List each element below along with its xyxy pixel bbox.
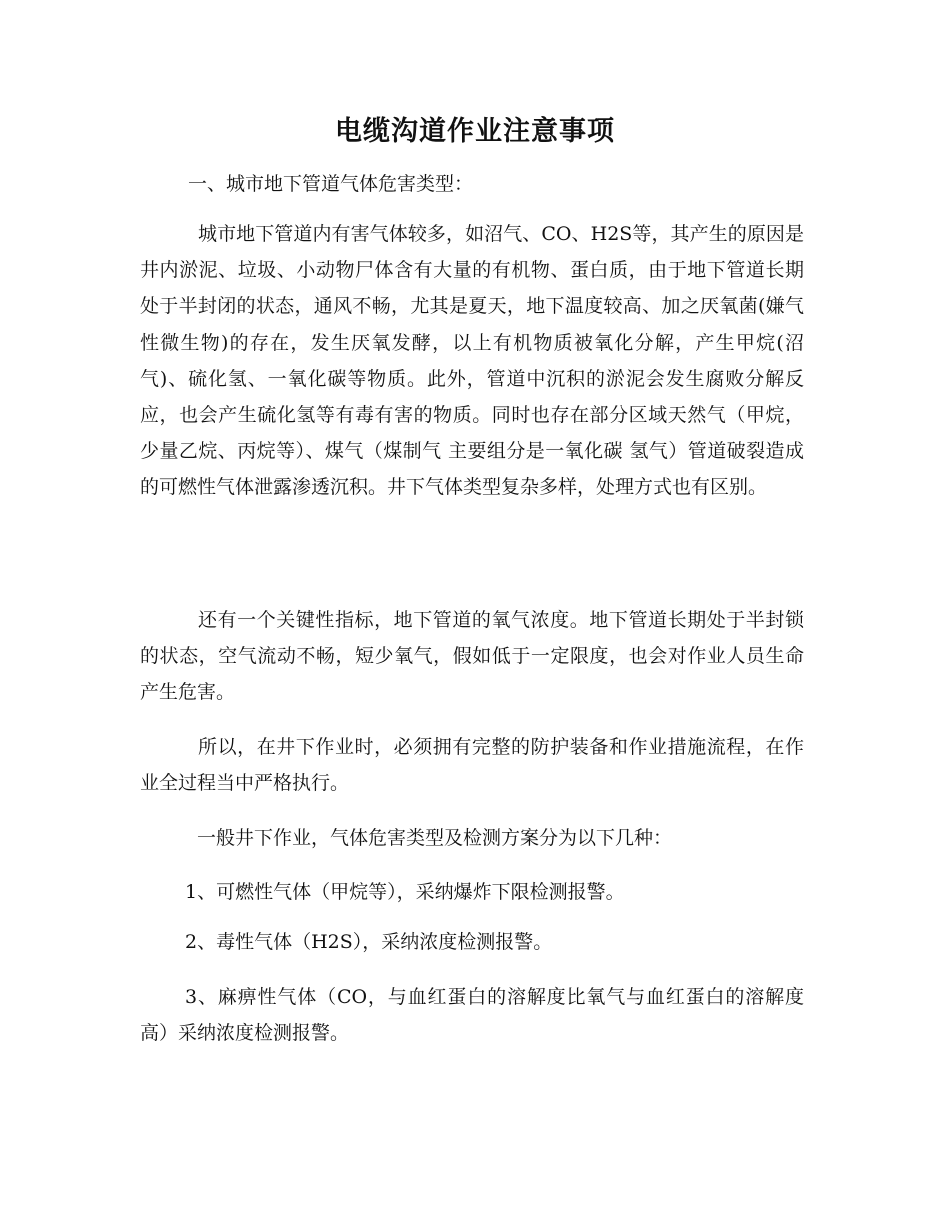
document-title: 电缆沟道作业注意事项 (335, 116, 615, 147)
list-item: 3、麻痹性气体（CO，与血红蛋白的溶解度比氧气与血红蛋白的溶解度高）采纳浓度检测报警。 (140, 986, 804, 1045)
list-item: 2、毒性气体（H2S），采纳浓度检测报警。 (185, 931, 553, 953)
detection-intro: 一般井下作业，气体危害类型及检测方案分为以下几种： (197, 827, 673, 849)
section-heading: 一、城市地下管道气体危害类型： (188, 173, 474, 195)
paragraph-protection: 所以，在井下作业时，必须拥有完整的防护装备和作业措施流程，在作业全过程当中严格执行。 (140, 736, 804, 795)
list-item: 1、可燃性气体（甲烷等），采纳爆炸下限检测报警。 (185, 881, 625, 903)
paragraph-oxygen-level: 还有一个关键性指标，地下管道的氧气浓度。地下管道长期处于半封锁的状态，空气流动不畅，短少氧气，假如低于一定限度，也会对作业人员生命产生危害。 (140, 609, 804, 704)
paragraph-gas-sources: 城市地下管道内有害气体较多，如沼气、CO、H2S等，其产生的原因是井内淤泥、垃圾、小动物尸体含有大量的有机物、蛋白质，由于地下管道长期处于半封闭的状态，通风不畅，尤其是夏天，地下温度较高、加之厌氧菌(嫌气性微生物)的存在，发生厌氧发酵，以上有机物质被氧化分解，产生甲烷(沼气)、硫化氢、一氧化碳等物质。此外，管道中沉积的淤泥会发生腐败分解反应，也会产生硫化氢等有毒有害的物质。同时也存在部分区域天然气（甲烷，少量乙烷、丙烷等）、煤气（煤制气 主要组分是一氧化碳 氢气）管道破裂造成的可燃性气体泄露渗透沉积。井下气体类型复杂多样，处理方式也有区别。 (140, 223, 804, 499)
